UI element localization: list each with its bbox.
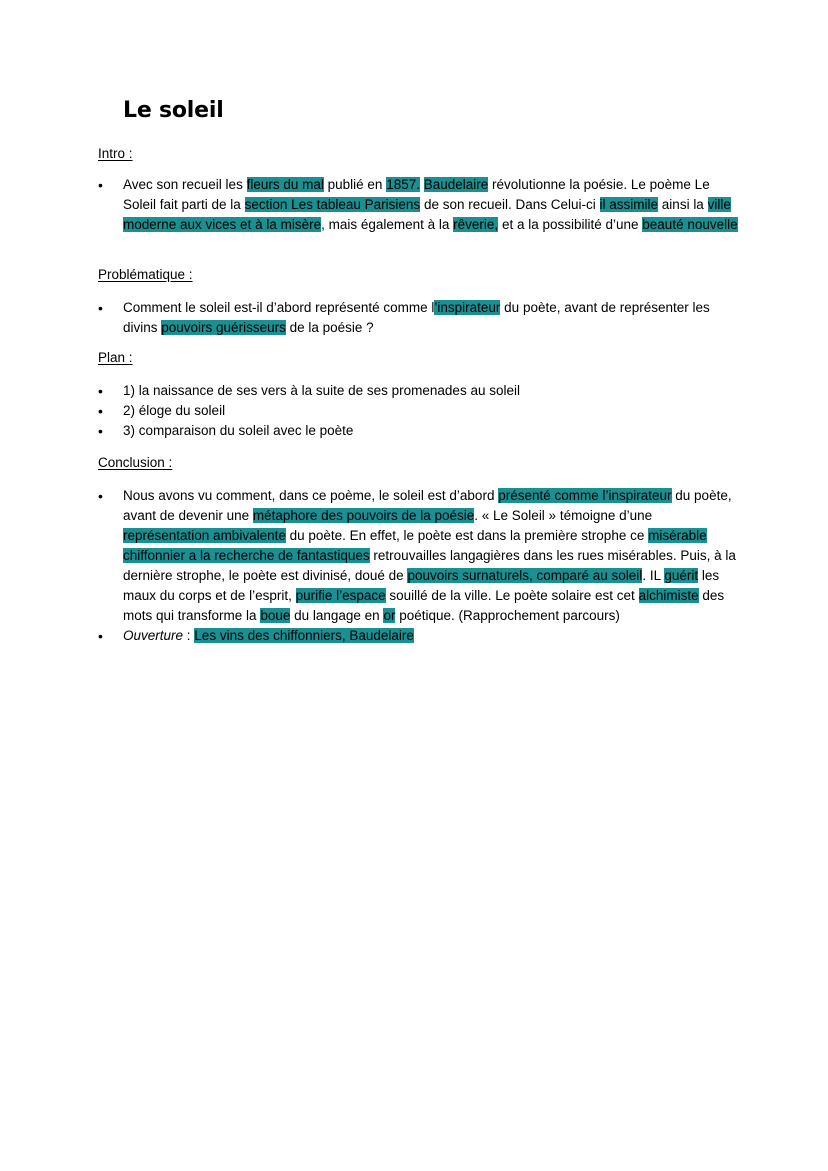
text-run: Avec son recueil les <box>123 177 247 192</box>
text-run: de la poésie ? <box>285 320 374 335</box>
highlighted-text: beauté nouvelle <box>642 217 738 232</box>
highlighted-text: ville moderne aux vices et à la misère <box>123 197 731 232</box>
highlighted-text: 1857. <box>386 177 420 192</box>
problematique-heading: Problématique : <box>98 267 193 282</box>
highlighted-text: or <box>383 608 396 623</box>
text-run: du poète, avant de représenter les divins <box>123 300 710 335</box>
text-run: de son recueil. Dans Celui-ci <box>420 197 600 212</box>
list-item <box>98 381 738 401</box>
text-run: les maux du corps et de l’esprit, <box>123 568 720 603</box>
conclusion-heading: Conclusion : <box>98 455 173 470</box>
text-run: révolutionne la poésie. Le poème Le Soleil fait parti de la <box>123 177 710 212</box>
highlighted-text: alchimiste <box>638 588 699 603</box>
highlighted-text: rêverie, <box>453 217 499 232</box>
highlighted-text: il assimile <box>599 197 659 212</box>
highlighted-text: représentation ambivalente <box>123 528 286 543</box>
highlighted-text: présenté comme l’inspirateur <box>498 488 672 503</box>
list-item <box>98 401 738 421</box>
list-item <box>98 175 738 235</box>
text-run: Comment le soleil est-il d’abord représenté comme l <box>123 300 435 315</box>
plan-heading: Plan : <box>98 350 133 365</box>
text-run: . « Le Soleil » témoigne d’une <box>474 508 653 523</box>
text-run: et a la possibilité d’une <box>498 217 643 232</box>
highlighted-text: fleurs du mal <box>246 177 324 192</box>
text-run: souillé de la ville. Le poète solaire est cet <box>385 588 639 603</box>
text-run: : <box>183 628 195 643</box>
text-run: poétique. (Rapprochement parcours) <box>395 608 620 623</box>
text-run: du poète. En effet, le poète est dans la première strophe ce <box>285 528 649 543</box>
problematique-list <box>98 298 738 338</box>
document-title: Le soleil <box>123 98 224 123</box>
text-run: 1) la naissance de ses vers à la suite de ses promenades au soleil <box>123 383 520 398</box>
plan-list <box>98 381 738 441</box>
highlighted-text: boue <box>260 608 291 623</box>
list-item <box>98 298 738 338</box>
text-run: Nous avons vu comment, dans ce poème, le soleil est d’abord <box>123 488 499 503</box>
text-run: publié en <box>323 177 387 192</box>
text-run: du langage en <box>290 608 384 623</box>
list-item <box>98 486 738 626</box>
highlighted-text: pouvoirs guérisseurs <box>161 320 286 335</box>
text-run: . IL <box>642 568 665 583</box>
highlighted-text: pouvoirs surnaturels, comparé au soleil <box>407 568 643 583</box>
highlighted-text: purifie l’espace <box>295 588 386 603</box>
intro-list <box>98 175 738 235</box>
list-item <box>98 626 738 646</box>
text-run: 2) éloge du soleil <box>123 403 226 418</box>
text-run: ainsi la <box>658 197 708 212</box>
conclusion-list <box>98 486 738 646</box>
text-run: , mais également à la <box>321 217 454 232</box>
highlighted-text: section Les tableau Parisiens <box>244 197 421 212</box>
highlighted-text: Les vins des chiffonniers, Baudelaire <box>194 628 414 643</box>
text-run: retrouvailles langagières dans les rues misérables. Puis, à la dernière strophe, le poète est divinisé, doué de <box>123 548 736 583</box>
list-item <box>98 421 738 441</box>
highlighted-text: misérable chiffonnier a la recherche de fantastiques <box>123 528 707 563</box>
intro-heading: Intro : <box>98 146 133 161</box>
highlighted-text: guérit <box>664 568 699 583</box>
highlighted-text: ’inspirateur <box>434 300 501 315</box>
text-run: du poète, avant de devenir une <box>123 488 732 523</box>
highlighted-text: métaphore des pouvoirs de la poésie <box>252 508 475 523</box>
text-run: 3) comparaison du soleil avec le poète <box>123 423 354 438</box>
text-run: Ouverture <box>123 628 184 643</box>
highlighted-text: Baudelaire <box>423 177 489 192</box>
text-run: des mots qui transforme la <box>123 588 725 623</box>
